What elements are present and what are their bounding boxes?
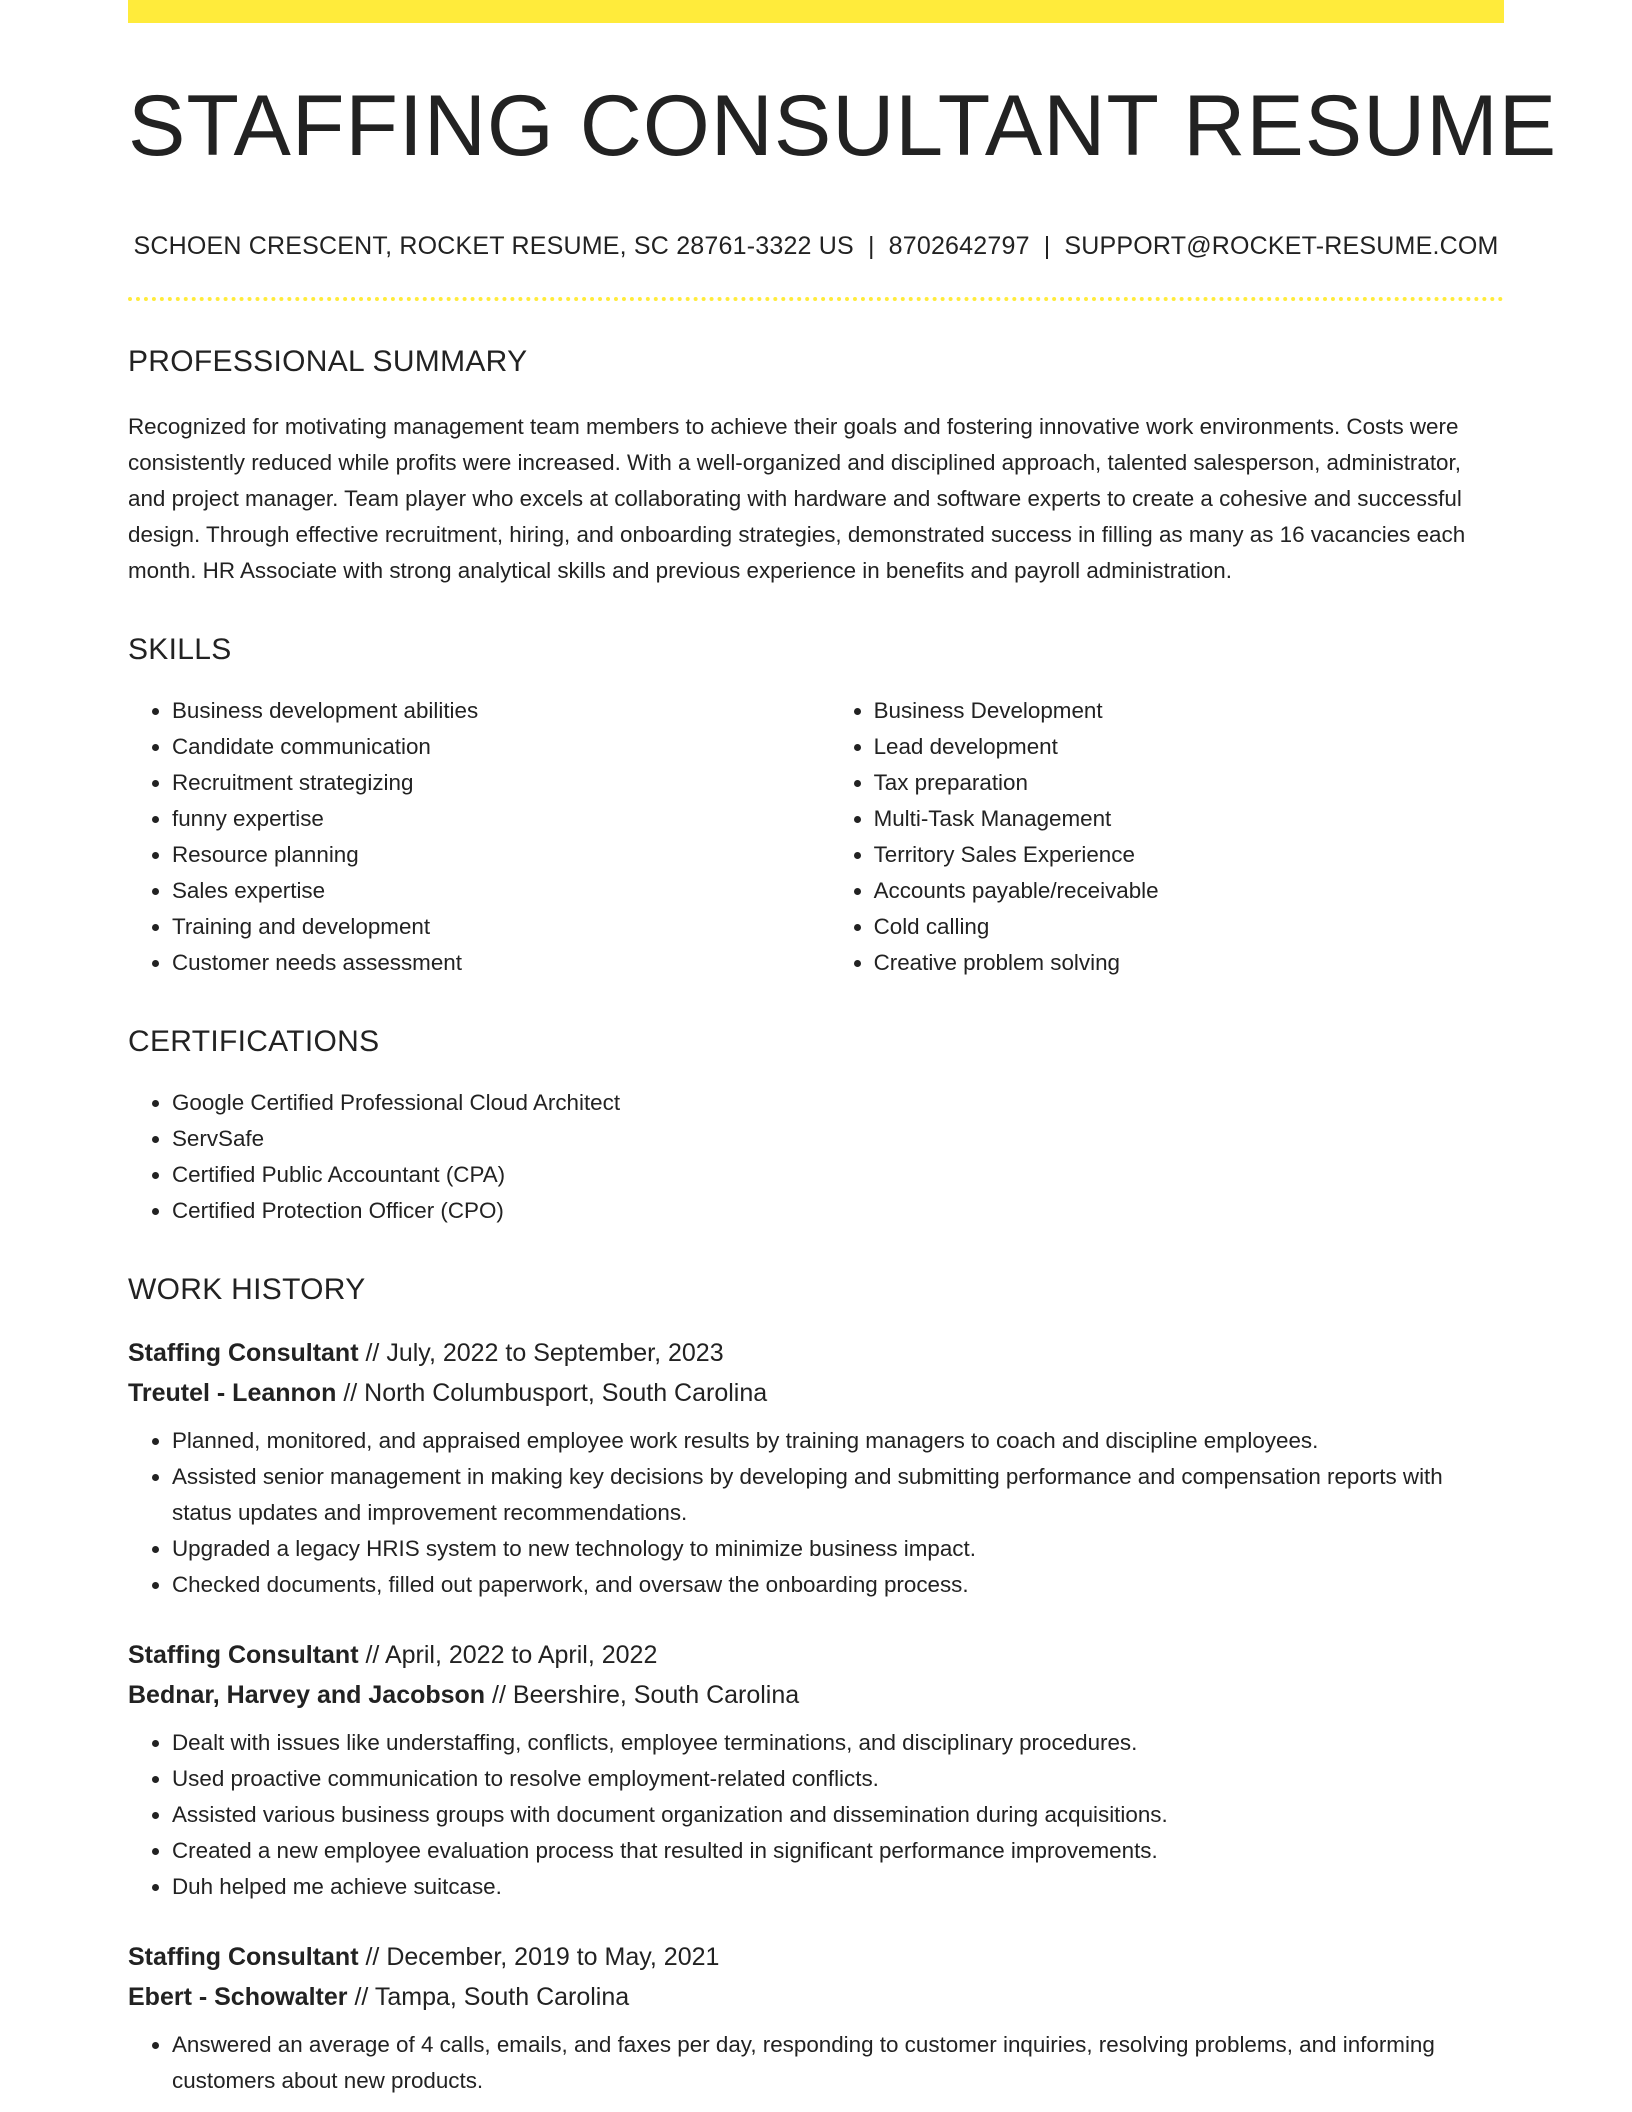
summary-heading: PROFESSIONAL SUMMARY <box>128 344 528 378</box>
certification-item: • Google Certified Professional Cloud Architect <box>172 1085 1504 1121</box>
job-company-line <box>128 1675 1504 1715</box>
job-bullet: • Created a new employee evaluation process that resulted in significant performance improvements. <box>172 1833 1504 1869</box>
job-company-line <box>128 1977 1504 2017</box>
job-bullet: • Assisted senior management in making key decisions by developing and submitting performance and compensation reports with status updates and improvement recommendations. <box>172 1459 1504 1531</box>
summary-text: Recognized for motivating management team members to achieve their goals and fostering innovative work environments. Costs were consistently reduced while profits were increased. With a well-organized and disciplined approach, talented salesperson, administrator, and project manager. Team player who excels at collaborating with hardware and software experts to create a cohesive and successful design. Through effective recruitment, hiring, and onboarding strategies, demonstrated success in filling as many as 16 vacancies each month. HR Associate with strong analytical skills and previous experience in benefits and payroll administration. <box>128 413 1466 583</box>
job-bullet: • Used proactive communication to resolve employment-related conflicts. <box>172 1761 1504 1797</box>
job-divider: // <box>343 1378 358 1407</box>
skill-item: • Candidate communication <box>172 729 830 765</box>
certification-item: • Certified Public Accountant (CPA) <box>172 1157 1504 1193</box>
skills-section <box>128 633 1504 981</box>
certifications-section <box>128 1025 1504 1229</box>
job-divider: // <box>365 1942 380 1971</box>
contact-line <box>128 232 1504 261</box>
certifications-list <box>128 1085 1504 1229</box>
job-divider: // <box>354 1982 369 2011</box>
skill-item: • Business Development <box>874 693 1504 729</box>
contact-separator: | <box>867 231 875 260</box>
job-entry <box>128 1635 1504 1905</box>
job-title-line <box>128 1333 1504 1373</box>
job-title: Staffing Consultant <box>128 1640 359 1669</box>
job-location: North Columbusport, South Carolina <box>364 1378 768 1407</box>
job-location: Tampa, South Carolina <box>374 1982 630 2011</box>
job-bullet: • Checked documents, filled out paperwork, and oversaw the onboarding process. <box>172 1567 1504 1603</box>
job-bullet: • Dealt with issues like understaffing, conflicts, employee terminations, and disciplinary procedures. <box>172 1725 1504 1761</box>
skill-item: • Customer needs assessment <box>172 945 830 981</box>
job-bullets <box>128 2027 1504 2099</box>
job-bullets <box>128 1423 1504 1603</box>
certification-item: • Certified Protection Officer (CPO) <box>172 1193 1504 1229</box>
skill-item: • Territory Sales Experience <box>874 837 1504 873</box>
skill-item: • Cold calling <box>874 909 1504 945</box>
job-dates: December, 2019 to May, 2021 <box>386 1942 720 1971</box>
job-bullet: • Upgraded a legacy HRIS system to new technology to minimize business impact. <box>172 1531 1504 1567</box>
skills-heading: SKILLS <box>128 632 232 666</box>
skill-item: • Training and development <box>172 909 830 945</box>
skills-grid <box>128 667 1504 981</box>
skill-item: • Business development abilities <box>172 693 830 729</box>
certifications-heading: CERTIFICATIONS <box>128 1024 380 1058</box>
contact-address: SCHOEN CRESCENT, ROCKET RESUME, SC 28761-3322 US <box>133 231 854 260</box>
contact-separator: | <box>1043 231 1051 260</box>
job-entry <box>128 1333 1504 1603</box>
job-title: Staffing Consultant <box>128 1942 359 1971</box>
job-company: Bednar, Harvey and Jacobson <box>128 1680 486 1709</box>
skill-item: • Resource planning <box>172 837 830 873</box>
job-dates: April, 2022 to April, 2022 <box>384 1640 658 1669</box>
skill-item: • Sales expertise <box>172 873 830 909</box>
job-divider: // <box>365 1338 380 1367</box>
resume-title: STAFFING CONSULTANT RESUME <box>128 78 1558 174</box>
skill-item: • Creative problem solving <box>874 945 1504 981</box>
skill-item: • Accounts payable/receivable <box>874 873 1504 909</box>
skill-item: • Lead development <box>874 729 1504 765</box>
job-title-line <box>128 1635 1504 1675</box>
job-location: Beershire, South Carolina <box>512 1680 800 1709</box>
job-company: Treutel - Leannon <box>128 1378 337 1407</box>
skills-list-left <box>128 693 830 981</box>
skills-list-right <box>830 693 1504 981</box>
job-bullets <box>128 1725 1504 1905</box>
job-company: Ebert - Schowalter <box>128 1982 348 2011</box>
job-dates: July, 2022 to September, 2023 <box>386 1338 724 1367</box>
job-divider: // <box>365 1640 380 1669</box>
job-title-line <box>128 1937 1504 1977</box>
job-entry <box>128 1937 1504 2099</box>
job-bullet: • Assisted various business groups with document organization and dissemination during acquisitions. <box>172 1797 1504 1833</box>
job-bullet: • Planned, monitored, and appraised employee work results by training managers to coach and discipline employees. <box>172 1423 1504 1459</box>
job-divider: // <box>492 1680 506 1709</box>
skill-item: • Recruitment strategizing <box>172 765 830 801</box>
job-bullet: • Answered an average of 4 calls, emails, and faxes per day, responding to customer inquiries, resolving problems, and informing customers about new products. <box>172 2027 1504 2099</box>
dotted-divider <box>128 297 1504 301</box>
work-history-section <box>128 1273 1504 2099</box>
job-title: Staffing Consultant <box>128 1338 359 1367</box>
resume-page <box>128 0 1558 2099</box>
summary-section <box>128 345 1504 589</box>
contact-phone: 8702642797 <box>888 231 1030 260</box>
certification-item: • ServSafe <box>172 1121 1504 1157</box>
accent-bar <box>128 0 1504 23</box>
skill-item: • Tax preparation <box>874 765 1504 801</box>
job-bullet: • Duh helped me achieve suitcase. <box>172 1869 1504 1905</box>
skill-item: • funny expertise <box>172 801 830 837</box>
work-history-heading: WORK HISTORY <box>128 1272 366 1306</box>
job-company-line <box>128 1373 1504 1413</box>
contact-email: SUPPORT@ROCKET-RESUME.COM <box>1064 231 1499 260</box>
skill-item: • Multi-Task Management <box>874 801 1504 837</box>
